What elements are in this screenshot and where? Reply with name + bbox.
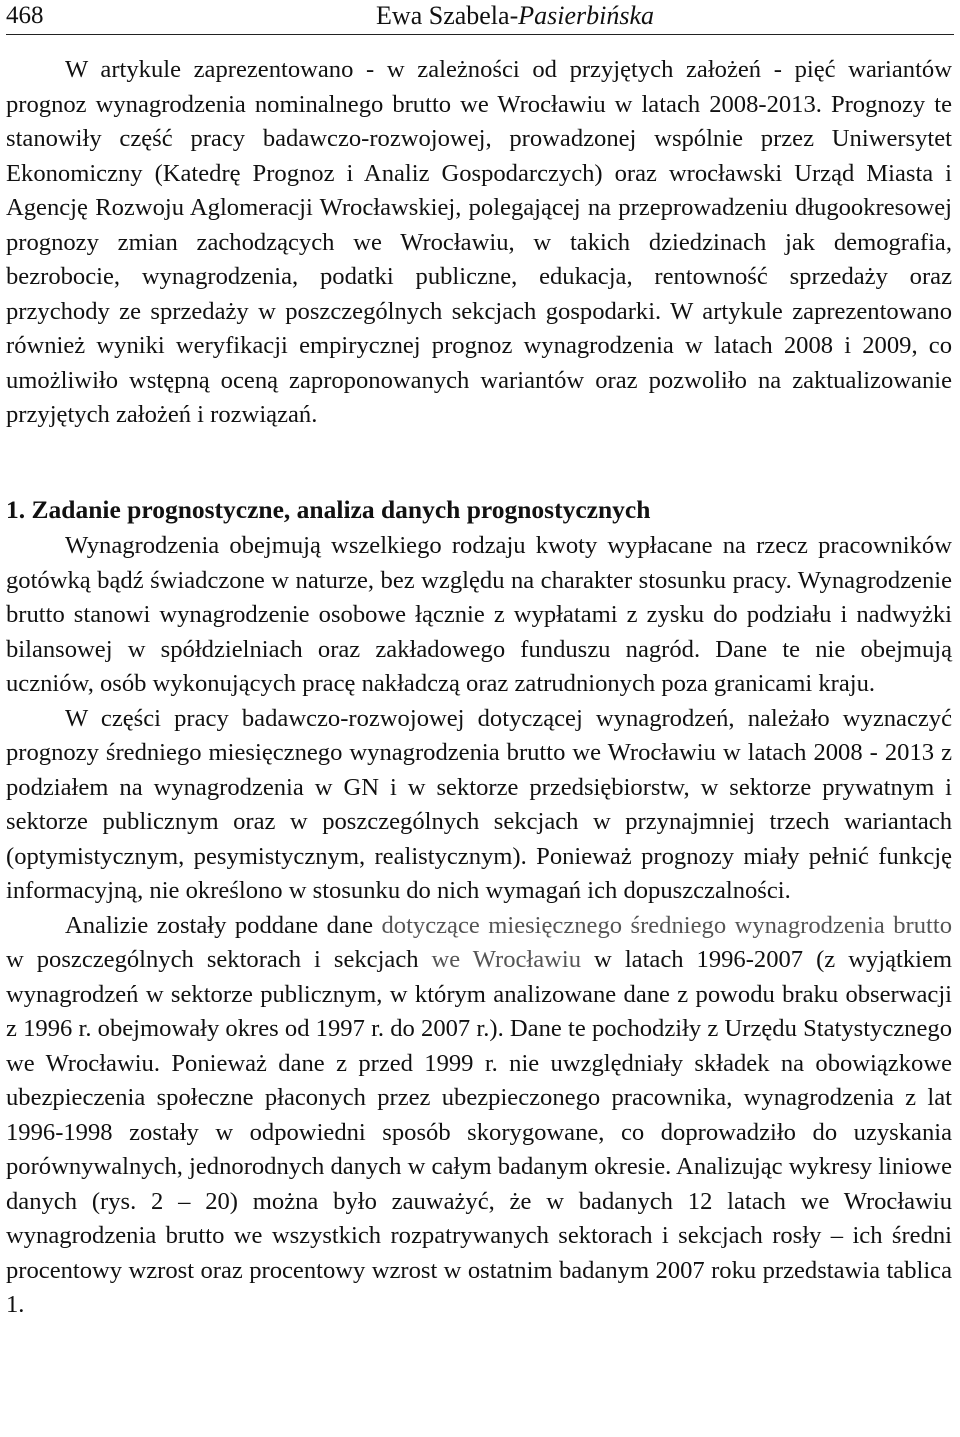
paragraph-forecast-task: W części pracy badawczo-rozwojowej dotyczącej wynagrodzeń, należało wyznaczyć prognozy średniego miesięcznego wynagrodzenia brutto we Wrocławiu w latach 2008 - 2013 z podziałem na wynagrodzenia w GN i w sektorze przedsiębiorstw, w sektorze prywatnym i sektorze publicznym oraz w poszczególnych sekcjach w przynajmniej trzech wariantach (optymistycznym, pesymistycznym, realistycznym). Ponieważ prognozy miały pełnić funkcję informacyjną, nie określono w stosunku do nich wymagań ich dopuszczalności. [6,704,952,904]
paragraph-data-analysis [6,909,952,1323]
page-number: 468 [6,2,44,29]
text-run-muted: dotyczące miesięcznego średniego wynagrodzenia brutto [381,911,952,939]
intro-block [6,53,952,433]
author-surname-italic: Pasierbińska [518,1,654,30]
paragraph-intro: W artykule zaprezentowano - w zależności od przyjętych założeń - pięć wariantów prognoz wynagrodzenia nominalnego brutto we Wrocławiu w latach 2008-2013. Prognozy te stanowiły część pracy badawczo-rozwojowej, prowadzonej wspólnie przez Uniwersytet Ekonomiczny (Katedrę Prognoz i Analiz Gospodarczych) oraz wrocławski Urząd Miasta i Agencję Rozwoju Aglomeracji Wrocławskiej, polegającej na przeprowadzeniu długookresowej prognozy zmian zachodzących we Wrocławiu, w takich dziedzinach jak demografia, bezrobocie, wynagrodzenia, podatki publiczne, edukacja, rentowność sprzedaży oraz przychody ze sprzedaży w poszczególnych sekcjach gospodarki. W artykule zaprezentowano również wyniki weryfikacji empirycznej prognoz wynagrodzenia w latach 2008 i 2009, co umożliwiło wstępną oceną zaproponowanych wariantów oraz pozwoliło na zaktualizowanie przyjętych założeń i rozwiązań. [6,56,952,428]
text-run: Analizie zostały poddane dane [65,911,382,939]
author-name: Ewa Szabela- [376,1,519,30]
paragraph-wages-definition: Wynagrodzenia obejmują wszelkiego rodzaju kwoty wypłacane na rzecz pracowników gotówką bądź świadczone w naturze, bez względu na charakter stosunku pracy. Wynagrodzenie brutto stanowi wynagrodzenie osobowe łącznie z wypłatami z zysku do podziału i nadwyżki bilansowej w spółdzielniach oraz zakładowego funduszu nagród. Dane te nie obejmują uczniów, osób wykonujących pracę nakładczą oraz zatrudnionych poza granicami kraju. [6,532,952,697]
running-header [6,0,954,35]
text-run: w poszczególnych sektorach i sekcjach [6,946,432,973]
running-title-author [376,0,654,32]
section-body [6,529,952,1323]
text-run-muted: we Wrocławiu [431,946,582,973]
text-run: w latach 1996-2007 (z wyjątkiem wynagrodzeń w sektorze publicznym, w którym analizowane dane z powodu braku obserwacji z 1996 r. obejmowały okres od 1997 r. do 2007 r.). Dane te pochodziły z Urzędu Statystycznego we Wrocławiu. Ponieważ dane z przed 1999 r. nie uwzględniały składek na obowiązkowe ubezpieczenia społeczne płaconych przez ubezpieczonego pracownika, wynagrodzenia z lat 1996-1998 zostały w odpowiedni sposób skorygowane, co doprowadziło do uzyskania porównywalnych, jednorodnych danych w całym badanym okresie. Analizując wykresy liniowe danych (rys. 2 – 20) można było zauważyć, że w badanych 12 latach we Wrocławiu wynagrodzenia brutto we wszystkich rozpatrywanych sektorach i sekcjach rosły – ich średni procentowy wzrost oraz procentowy wzrost w ostatnim badanym 2007 roku przedstawia tablica 1. [6,946,953,1318]
section-heading: 1. Zadanie prognostyczne, analiza danych prognostycznych [6,495,651,524]
